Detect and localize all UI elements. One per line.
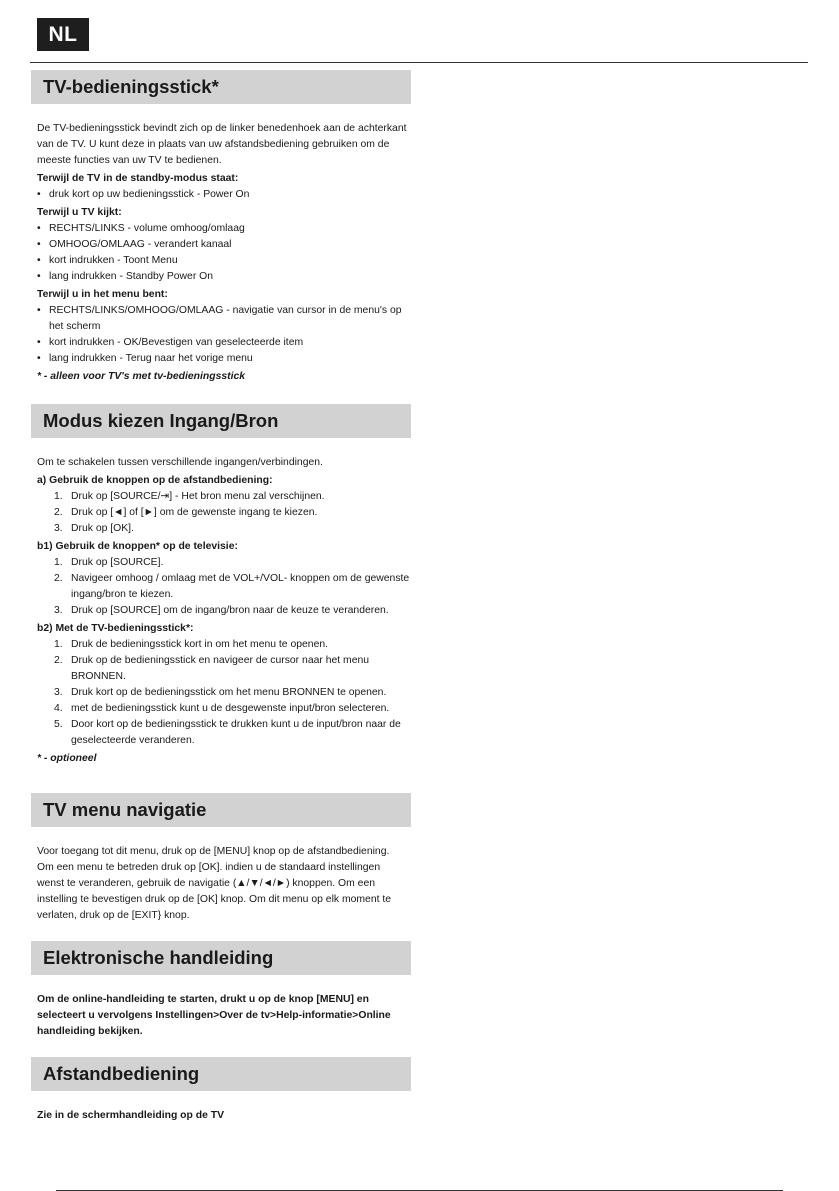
list-item: 1. Druk op [SOURCE]. [54, 557, 164, 568]
section-body-e-manual [37, 992, 397, 1040]
list-item: 2. Druk op [◄] of [►] om de gewenste ingang te kiezen. [54, 507, 318, 518]
remote-steps [37, 489, 417, 537]
subheading-watching: Terwijl u TV kijkt: [37, 207, 122, 218]
intro-text: Om te schakelen tussen verschillende ingangen/verbindingen. [37, 457, 323, 468]
watching-list [37, 221, 411, 285]
language-badge: NL [37, 18, 89, 51]
standby-list [37, 187, 411, 203]
list-item: • lang indrukken - Standby Power On [37, 269, 411, 285]
list-item: 3. Druk kort op de bedieningsstick om het menu BRONNEN te openen. [54, 687, 387, 698]
menu-list [37, 303, 411, 367]
list-item: 3. Druk op [OK]. [54, 523, 134, 534]
section-heading-menu-navigation: TV menu navigatie [31, 793, 411, 827]
footnote: * - alleen voor TV's met tv-bedieningsstick [37, 371, 246, 382]
section-body-input-source [37, 455, 417, 767]
list-item: • kort indrukken - Toont Menu [37, 253, 411, 269]
subheading-standby: Terwijl de TV in de standby-modus staat: [37, 173, 239, 184]
list-item: 3. Druk op [SOURCE] om de ingang/bron naar de keuze te veranderen. [54, 605, 389, 616]
list-item: 5. Door kort op de bedieningsstick te drukken kunt u de input/bron naar de geselecteerde veranderen. [54, 719, 401, 746]
section-body-tv-stick [37, 121, 411, 385]
list-item: 1. Druk de bedieningsstick kort in om het menu te openen. [54, 639, 329, 650]
list-item: • RECHTS/LINKS/OMHOOG/OMLAAG - navigatie van cursor in de menu's op het scherm [37, 303, 411, 335]
section-heading-input-source: Modus kiezen Ingang/Bron [31, 404, 411, 438]
body-text: Om de online-handleiding te starten, drukt u op de knop [MENU] en selecteert u vervolgens Instellingen>Over de tv>Help-informatie>Online handleiding bekijken. [37, 994, 391, 1037]
list-item: • kort indrukken - OK/Bevestigen van geselecteerde item [37, 335, 411, 351]
section-body-remote-control [37, 1108, 417, 1124]
section-heading-tv-stick: TV-bedieningsstick* [31, 70, 411, 104]
body-text: Zie in de schermhandleiding op de TV [37, 1110, 225, 1121]
header-divider [30, 62, 808, 63]
list-item: • lang indrukken - Terug naar het vorige menu [37, 351, 411, 367]
subheading-stick: b2) Met de TV-bedieningsstick*: [37, 623, 194, 634]
tv-button-steps [37, 555, 417, 619]
section-body-menu-navigation [37, 844, 399, 924]
body-text: Voor toegang tot dit menu, druk op de [MENU] knop op de afstandbediening. Om een menu te betreden druk op [OK]. indien u de standaard instellingen wenst te veranderen, gebruik de navigatie (▲/▼/◄/►) knoppen. Om een instelling te bevestigen druk op de [OK] knop. Om dit menu op elk moment te verlaten, druk op de [EXIT} knop. [37, 846, 392, 921]
list-item: 2. Druk op de bedieningsstick en navigeer de cursor naar het menu BRONNEN. [54, 655, 370, 682]
subheading-tv-buttons: b1) Gebruik de knoppen* op de televisie: [37, 541, 238, 552]
footnote: * - optioneel [37, 753, 97, 764]
intro-text: De TV-bedieningsstick bevindt zich op de linker benedenhoek aan de achterkant van de TV. U kunt deze in plaats van uw afstandsbediening gebruiken om de meeste functies van uw TV te bedienen. [37, 123, 407, 166]
list-item: • druk kort op uw bedieningsstick - Power On [37, 187, 411, 203]
list-item: • OMHOOG/OMLAAG - verandert kanaal [37, 237, 411, 253]
subheading-remote: a) Gebruik de knoppen op de afstandbediening: [37, 475, 273, 486]
stick-steps [37, 637, 417, 749]
list-item: 2. Navigeer omhoog / omlaag met de VOL+/VOL- knoppen om de gewenste ingang/bron te kiezen. [54, 573, 410, 600]
list-item: 4. met de bedieningsstick kunt u de desgewenste input/bron selecteren. [54, 703, 390, 714]
list-item: • RECHTS/LINKS - volume omhoog/omlaag [37, 221, 411, 237]
subheading-menu: Terwijl u in het menu bent: [37, 289, 168, 300]
section-heading-e-manual: Elektronische handleiding [31, 941, 411, 975]
section-heading-remote-control: Afstandbediening [31, 1057, 411, 1091]
list-item: 1. Druk op [SOURCE/⇥] - Het bron menu zal verschijnen. [54, 491, 325, 502]
